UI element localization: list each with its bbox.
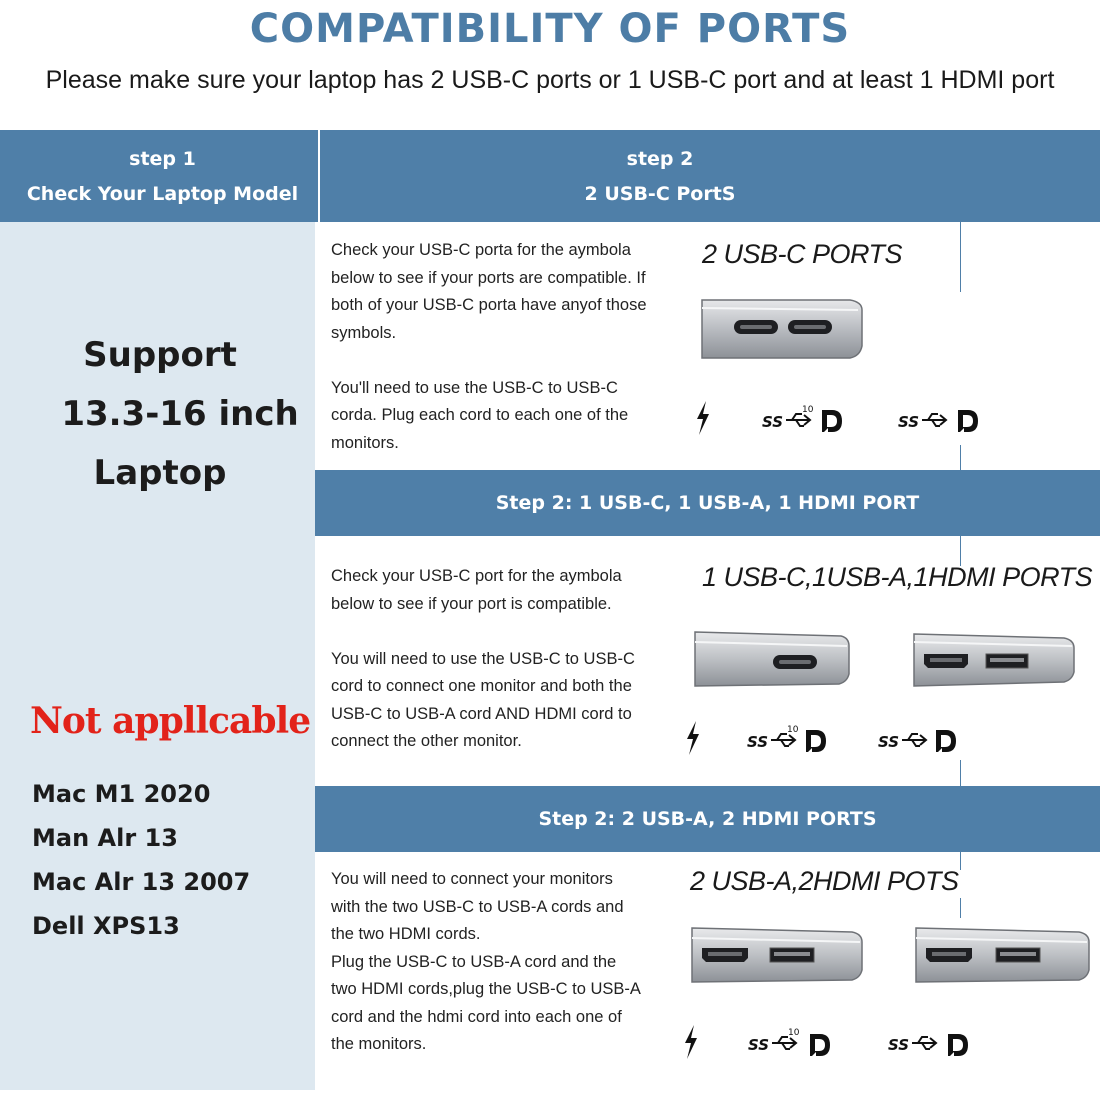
support-line: Support	[83, 335, 237, 375]
thunderbolt-icon	[682, 1024, 700, 1060]
support-text	[0, 326, 320, 503]
model-item: Mac M1 2020	[32, 780, 211, 808]
text-line: both of your USB-C porta have anyof those	[331, 296, 647, 314]
laptop-hdmi-usba-illustration	[912, 630, 1077, 688]
displayport-icon	[934, 728, 958, 754]
step2-option-band: Step 2: 2 USB-A, 2 HDMI PORTS	[315, 786, 1100, 852]
superspeed-10-usb-icon	[748, 1026, 802, 1060]
text-line: the two HDMI cords.	[331, 925, 481, 943]
ss-label: SS	[898, 413, 920, 431]
model-list	[32, 772, 250, 948]
step2-title: 2 USB-C PortS	[584, 183, 736, 205]
guide-line	[960, 852, 961, 870]
page-title: COMPATIBILITY OF PORTS	[249, 6, 851, 52]
superspeed-10-usb-icon	[747, 723, 801, 757]
section1-text	[331, 237, 691, 457]
laptop-hdmi-usba-illustration	[914, 924, 1092, 986]
page-subtitle: Please make sure your laptop has 2 USB-C ports or 1 USB-C port and at least 1 HDMI port	[45, 66, 1055, 94]
text-line: below to see if your port is compatible.	[331, 594, 612, 613]
text-line: corda. Plug each cord to each one of the	[331, 406, 629, 424]
ss10-number: 10	[787, 725, 799, 735]
laptop-usbc-port-illustration	[693, 628, 853, 690]
section2-text	[331, 563, 691, 756]
ss-label: SS	[888, 1036, 910, 1054]
section1-port-heading: 2 USB-C PORTS	[702, 239, 903, 269]
step1-label: step 1	[129, 148, 196, 170]
text-line: the monitors.	[331, 1035, 427, 1053]
guide-line	[960, 445, 961, 470]
superspeed-usb-icon	[878, 723, 932, 757]
model-item: Man Alr 13	[32, 824, 178, 852]
displayport-icon	[820, 408, 844, 434]
superspeed-usb-icon	[898, 403, 952, 437]
superspeed-10-usb-icon	[762, 403, 816, 437]
superspeed-usb-icon	[888, 1026, 942, 1060]
section2-port-heading: 1 USB-C,1USB-A,1HDMI PORTS	[702, 562, 1093, 592]
step2-option-band: Step 2: 1 USB-C, 1 USB-A, 1 HDMI PORT	[315, 470, 1100, 536]
displayport-icon	[804, 728, 828, 754]
laptop-hdmi-usba-illustration	[690, 924, 865, 986]
displayport-icon	[808, 1032, 832, 1058]
support-size: 13.3-16 inch	[61, 394, 299, 434]
step1-header	[0, 142, 325, 212]
ss-label: SS	[762, 413, 784, 431]
displayport-icon	[956, 408, 980, 434]
section3-text	[331, 866, 691, 1059]
text-line: with the two USB-C to USB-A cords and	[331, 897, 624, 916]
ss-label: SS	[747, 733, 769, 751]
text-line: You will need to use the USB-C to USB-C	[331, 649, 635, 668]
ss10-number: 10	[802, 405, 814, 415]
section3-port-heading: 2 USB-A,2HDMI POTS	[690, 866, 959, 896]
text-line: symbols.	[331, 323, 397, 342]
text-line: two HDMI cords,plug the USB-C to USB-A	[331, 980, 641, 998]
guide-line	[960, 760, 961, 786]
text-line: USB-C to USB-A cord AND HDMI cord to	[331, 704, 632, 723]
text-line: You'll need to use the USB-C to USB-C	[331, 378, 618, 397]
ss-label: SS	[748, 1036, 770, 1054]
step2-header	[320, 142, 1000, 212]
text-line: connect the other monitor.	[331, 732, 522, 750]
text-line: below to see if your ports are compatible. If	[331, 268, 646, 287]
text-line: Check your USB-C porta for the aymbola	[331, 241, 631, 259]
header-divider	[318, 130, 320, 222]
laptop-usbc-side-illustration	[700, 296, 865, 362]
thunderbolt-icon	[694, 400, 712, 436]
step1-title: Check Your Laptop Model	[26, 183, 299, 205]
text-line: Check your USB-C port for the aymbola	[331, 567, 622, 585]
step2-label: step 2	[626, 148, 694, 170]
text-line: Plug the USB-C to USB-A cord and the	[331, 952, 617, 971]
ss10-number: 10	[788, 1028, 800, 1038]
model-item: Mac Alr 13 2007	[32, 868, 251, 896]
text-line: monitors.	[331, 433, 399, 452]
text-line: You will need to connect your monitors	[331, 870, 613, 888]
guide-line	[960, 898, 961, 918]
not-applicable-heading: Not appllcable	[30, 700, 311, 742]
support-line: Laptop	[93, 453, 227, 493]
thunderbolt-icon	[684, 720, 702, 756]
model-item: Dell XPS13	[32, 912, 180, 940]
column-header-bar	[0, 130, 1100, 222]
ss-label: SS	[878, 733, 900, 751]
text-line: cord and the hdmi cord into each one of	[331, 1007, 622, 1026]
guide-line	[960, 222, 961, 292]
text-line: cord to connect one monitor and both the	[331, 677, 632, 695]
displayport-icon	[946, 1032, 970, 1058]
